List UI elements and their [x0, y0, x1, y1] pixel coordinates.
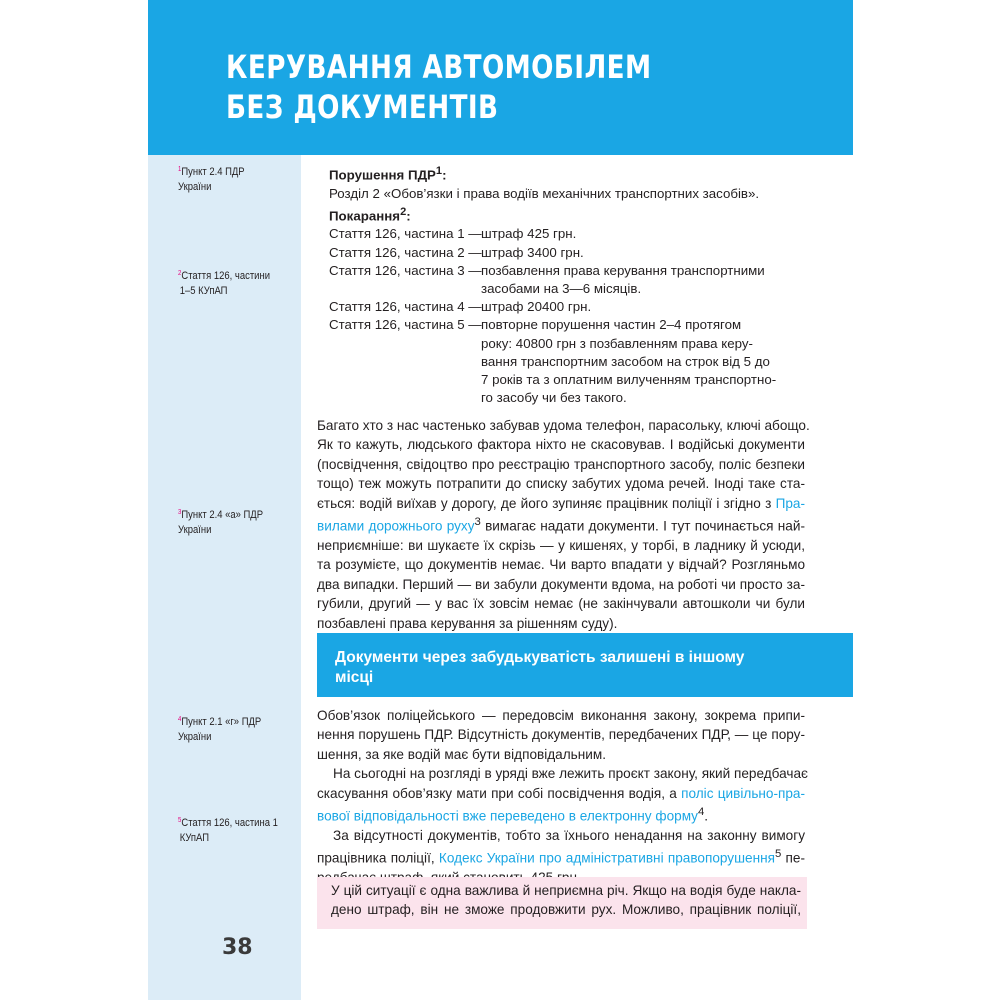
- text-line: скасування обов’язку мати при собі посвідчення водія, а поліс цивільно-пра-: [317, 785, 806, 801]
- text-line: Як то кажуть, людського фактора ніхто не скасовував. І водійські документи: [317, 437, 805, 453]
- penalty-row: Стаття 126, частина 5 — повторне порушення частин 2–4 протягом: [329, 317, 742, 333]
- footnote-marker: 2: [178, 270, 182, 277]
- margin-note-text: 1–5 КУпАП: [179, 285, 228, 297]
- text-line: та розумієте, що документів немає. Чи варто впадати у відчай? Розгляньмо: [317, 557, 805, 573]
- margin-note-text: Пункт 2.1 «г» ПДР України: [178, 716, 262, 743]
- violation-text: Розділ 2 «Обов’язки і права водіїв механічних транспортних засобів».: [329, 185, 760, 201]
- margin-note-4: [178, 712, 279, 745]
- margin-note-1: [178, 162, 279, 195]
- footnote-marker: 3: [178, 509, 182, 516]
- margin-note-5: [178, 813, 279, 846]
- penalty-row-continued: го засобу чи без такого.: [481, 390, 627, 406]
- insurance-policy-link[interactable]: поліс цивільно-пра-: [681, 785, 806, 801]
- section-heading: Документи через забудькуватість залишені в іншому місці: [335, 649, 745, 686]
- penalty-row: Стаття 126, частина 4 — штраф 20400 грн.: [329, 299, 592, 315]
- margin-note-text: КУпАП: [179, 832, 210, 844]
- page-number: 38: [222, 935, 253, 960]
- text-line: неприємніше: ви шукаєте їх скрізь — у кишенях, у торбі, в ладнику й усюди,: [317, 537, 805, 553]
- penalty-heading: Покарання$^2$:: [329, 205, 411, 224]
- text-line: За відсутності документів, тобто за їхнього ненадання на законну вимогу: [333, 827, 805, 843]
- margin-note-text: Стаття 126, частини: [181, 270, 270, 282]
- chapter-title-line-2: БЕЗ ДОКУМЕНТІВ: [226, 88, 499, 126]
- margin-note-3: [178, 505, 279, 538]
- text-line: два випадки. Перший — ви забули документи вдома, на роботі чи просто за-: [317, 576, 805, 592]
- penalty-row: Стаття 126, частина 1 — штраф 425 грн.: [329, 226, 577, 242]
- text-line: позбавлені права керування за рішенням суду).: [317, 615, 618, 631]
- text-line: Обов’язок поліцейського — передовсім виконання закону, зокрема припи-: [317, 708, 805, 723]
- footnote-marker: 1: [178, 166, 182, 173]
- penalty-row-continued: вання транспортним засобом на строк від 5 до: [481, 353, 770, 369]
- text-line: працівника поліції, Кодекс України про адміністративні правопорушення$^5$ пе-: [317, 848, 805, 866]
- text-line: шення, за яке водій має бути відповідальним.: [317, 746, 606, 762]
- admin-code-link[interactable]: Кодекс України про адміністративні правопорушення: [438, 850, 775, 866]
- text-line: ється: водій виїхав у дорогу, де його зупиняє працівник поліції і згідно з Пра-: [317, 495, 805, 511]
- intro-paragraph: [317, 416, 810, 633]
- footnote-marker: 4: [178, 716, 182, 723]
- traffic-rules-link[interactable]: Пра-: [775, 495, 805, 511]
- penalty-row-continued: року: 40800 грн з позбавленням права керу-: [481, 335, 753, 351]
- margin-note-2: [178, 266, 279, 299]
- text-line: тощо) теж можуть потрапити до списку забутих удома речей. Іноді таке ста-: [317, 476, 805, 492]
- penalty-row: Стаття 126, частина 2 — штраф 3400 грн.: [329, 244, 584, 260]
- penalty-row-continued: 7 років та з оплатним вилученням транспортно-: [481, 372, 777, 388]
- margin-note-text: Пункт 2.4 «а» ПДР України: [178, 509, 264, 536]
- text-line: вилами дорожнього руху$^3$ вимагає надати документи. І тут починається най-: [317, 516, 805, 534]
- text-line: нення порушень ПДР. Відсутність документів, передбачених ПДР, — це пору-: [317, 727, 805, 743]
- footnote-marker: 5: [178, 817, 182, 824]
- traffic-rules-link[interactable]: вилами дорожнього руху: [317, 518, 475, 534]
- text-line: дено штраф, він не зможе продовжити рух. Можливо, працівник поліції,: [331, 902, 801, 918]
- violation-heading: Порушення ПДР$^1$:: [329, 165, 447, 183]
- text-line: губили, другий — у вас їх зовсім немає (не закінчували автошколи чи були: [317, 596, 805, 612]
- section-paragraph: [317, 706, 808, 888]
- text-line: Багато хто з нас частенько забував удома телефон, парасольку, ключі абощо.: [317, 418, 810, 433]
- margin-note-text: Стаття 126, частина 1: [181, 817, 278, 829]
- penalty-row-continued: засобами на 3—6 місяців.: [481, 281, 642, 297]
- text-line: (посвідчення, свідоцтво про реєстрацію транспортного засобу, поліс безпеки: [317, 456, 805, 472]
- margin-note-text: Пункт 2.4 ПДР України: [178, 166, 245, 193]
- text-line: вової відповідальності вже переведено в електронну форму$^4$.: [317, 806, 709, 824]
- text-line: У цій ситуації є одна важлива й неприємна річ. Якщо на водія буде наклa-: [331, 883, 801, 898]
- rules-block: [329, 162, 776, 407]
- insurance-policy-link[interactable]: вової відповідальності вже переведено в електронну форму: [317, 808, 698, 824]
- note-box-text: [331, 881, 801, 920]
- penalty-row: Стаття 126, частина 3 — позбавлення права керування транспортними: [329, 262, 765, 278]
- text-line: На сьогодні на розгляді в уряді вже лежить проєкт закону, який передбачає: [333, 766, 808, 782]
- chapter-title-line-1: КЕРУВАННЯ АВТОМОБІЛЕМ: [226, 48, 652, 86]
